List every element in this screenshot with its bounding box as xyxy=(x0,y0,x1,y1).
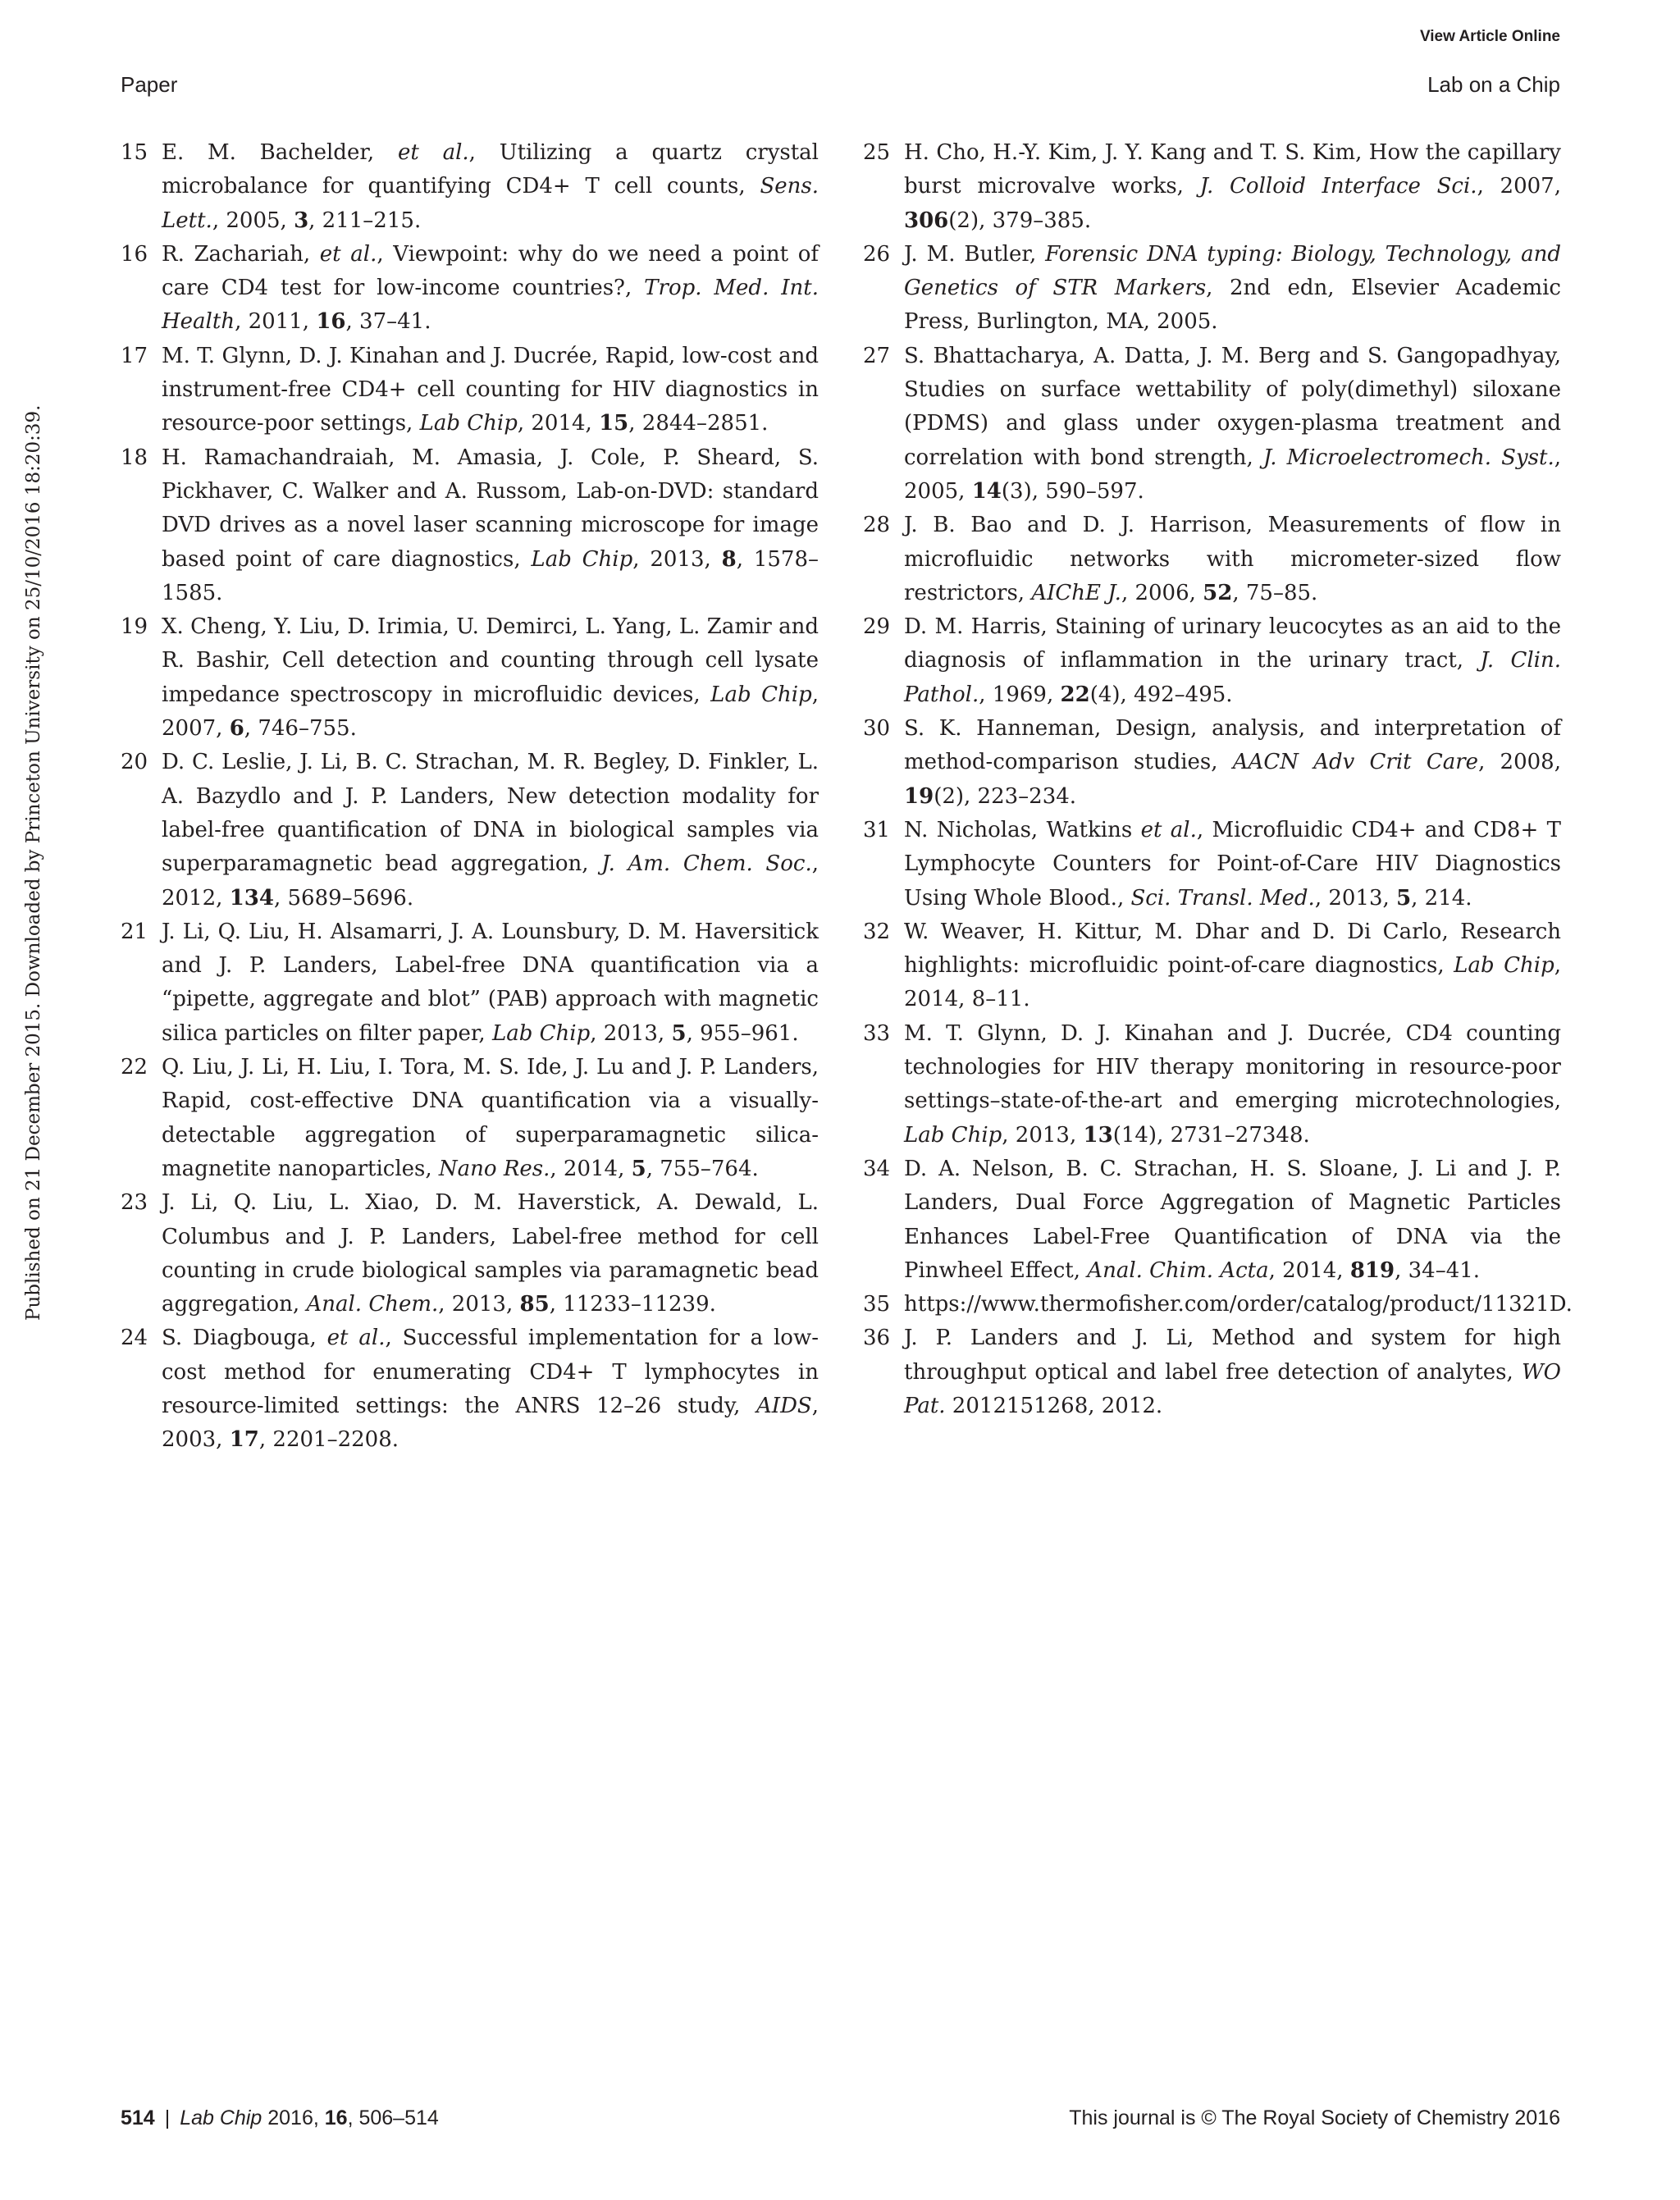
reference-number: 21 xyxy=(121,919,148,944)
reference-number: 29 xyxy=(863,614,891,640)
reference-item xyxy=(863,238,1561,340)
reference-text: S. Bhattacharya, A. Datta, J. M. Berg and S. Gangopadhyay, Studies on surface wettability of poly(dimethyl) siloxane (PDMS) and glass under oxygen-plasma treatment and correlation with bond strength, J. Microelectromech. Syst., 2005, 14(3), 590–597. xyxy=(904,343,1561,504)
reference-number: 25 xyxy=(863,140,891,165)
footer-citation xyxy=(121,2106,439,2130)
reference-item xyxy=(863,136,1561,238)
reference-item xyxy=(121,746,819,915)
reference-item xyxy=(863,1321,1561,1423)
reference-item xyxy=(863,610,1561,712)
reference-text: https://www.thermofisher.com/order/catalog/product/11321D. xyxy=(904,1292,1573,1317)
reference-text: J. M. Butler, Forensic DNA typing: Biology, Technology, and Genetics of STR Markers, 2nd edn, Elsevier Academic Press, Burlington, MA, 2005. xyxy=(904,241,1561,335)
reference-text: S. Diagbouga, et al., Successful implementation for a low-cost method for enumerating CD4+ T lymphocytes in resource-limited settings: the ANRS 12–26 study, AIDS, 2003, 17, 2201–2208. xyxy=(162,1326,819,1453)
reference-item xyxy=(863,814,1561,915)
reference-number: 20 xyxy=(121,750,148,775)
reference-item xyxy=(121,915,819,1051)
reference-item xyxy=(863,1152,1561,1288)
reference-number: 26 xyxy=(863,241,891,267)
reference-item xyxy=(863,509,1561,610)
reference-number: 18 xyxy=(121,445,148,470)
reference-item xyxy=(121,441,819,610)
view-article-online-link[interactable]: View Article Online xyxy=(1419,28,1560,45)
reference-text: W. Weaver, H. Kittur, M. Dhar and D. Di Carlo, Research highlights: microfluidic point-of-care diagnostics, Lab Chip, 2014, 8–11. xyxy=(904,919,1562,1012)
footer-volume: 16 xyxy=(324,2106,348,2129)
reference-item xyxy=(863,915,1561,1017)
reference-number: 17 xyxy=(121,343,148,368)
reference-text: X. Cheng, Y. Liu, D. Irimia, U. Demirci, L. Yang, L. Zamir and R. Bashir, Cell detection and counting through cell lysate impedance spectroscopy in microfluidic devices, Lab Chip, 2007, 6, 746–755. xyxy=(162,614,819,742)
reference-number: 34 xyxy=(863,1156,891,1181)
reference-number: 31 xyxy=(863,817,891,842)
reference-number: 35 xyxy=(863,1292,891,1317)
reference-text: J. B. Bao and D. J. Harrison, Measurements of flow in microfluidic networks with micrometer-sized flow restrictors, AIChE J., 2006, 52, 75–85. xyxy=(904,513,1561,605)
reference-text: D. C. Leslie, J. Li, B. C. Strachan, M. R. Begley, D. Finkler, L. A. Bazydlo and J. P. Landers, New detection modality for label-free quantification of DNA in biological samples via superparamagnetic bead aggregation, J. Am. Chem. Soc., 2012, 134, 5689–5696. xyxy=(162,750,819,911)
reference-number: 23 xyxy=(121,1190,148,1216)
reference-item xyxy=(121,1051,819,1186)
reference-text: R. Zachariah, et al., Viewpoint: why do we need a point of care CD4 test for low-income countries?, Trop. Med. Int. Health, 2011, 16, 37–41. xyxy=(162,241,819,335)
reference-text: H. Cho, H.-Y. Kim, J. Y. Kang and T. S. Kim, How the capillary burst microvalve works, J. Colloid Interface Sci., 2007, 306(2), 379–385. xyxy=(904,140,1561,233)
footer-page-number: 514 xyxy=(121,2106,155,2129)
footer-pages: , 506–514 xyxy=(347,2106,439,2129)
footer-copyright: This journal is © The Royal Society of Chemistry 2016 xyxy=(1069,2106,1560,2129)
reference-text: J. Li, Q. Liu, L. Xiao, D. M. Haverstick, A. Dewald, L. Columbus and J. P. Landers, Label-free method for cell counting in crude biological samples via paramagnetic bead aggregation, Anal. Chem., 2013, 85, 11233–11239. xyxy=(162,1190,819,1317)
reference-item xyxy=(121,238,819,340)
footer-journal: Lab Chip xyxy=(180,2106,262,2129)
publication-sidebar-note: Published on 21 December 2015. Downloaded by Princeton University on 25/10/2016 18:20:39. xyxy=(23,404,44,1321)
reference-item xyxy=(863,340,1561,509)
reference-item xyxy=(863,1017,1561,1152)
reference-item xyxy=(863,1288,1573,1321)
reference-text: Q. Liu, J. Li, H. Liu, I. Tora, M. S. Ide, J. Lu and J. P. Landers, Rapid, cost-effective DNA quantification via a visually-detectable aggregation of superparamagnetic silica-magnetite nanoparticles, Nano Res., 2014, 5, 755–764. xyxy=(162,1055,819,1181)
reference-number: 24 xyxy=(121,1326,148,1351)
reference-number: 30 xyxy=(863,716,891,742)
reference-text: E. M. Bachelder, et al., Utilizing a quartz crystal microbalance for quantifying CD4+ T cell counts, Sens. Lett., 2005, 3, 211–215. xyxy=(162,140,819,233)
header-journal-name: Lab on a Chip xyxy=(1427,72,1560,97)
reference-item xyxy=(121,340,819,441)
reference-item xyxy=(863,712,1561,814)
reference-text: J. Li, Q. Liu, H. Alsamarri, J. A. Lounsbury, D. M. Haversitick and J. P. Landers, Label-free DNA quantification via a “pipette, aggregate and blot” (PAB) approach with magnetic silica particles on filter paper, Lab Chip, 2013, 5, 955–961. xyxy=(162,919,819,1046)
reference-item xyxy=(121,1186,819,1321)
reference-text: J. P. Landers and J. Li, Method and system for high throughput optical and label free detection of analytes, WO Pat. 2012151268, 2012. xyxy=(904,1326,1561,1418)
reference-number: 16 xyxy=(121,241,148,267)
reference-number: 27 xyxy=(863,343,891,368)
reference-text: H. Ramachandraiah, M. Amasia, J. Cole, P. Sheard, S. Pickhaver, C. Walker and A. Russom, Lab-on-DVD: standard DVD drives as a novel laser scanning microscope for image based point of care diagnostics, Lab Chip, 2013, 8, 1578–1585. xyxy=(162,445,819,605)
references-column-right xyxy=(863,136,1573,1423)
reference-number: 28 xyxy=(863,513,891,538)
reference-number: 32 xyxy=(863,919,891,944)
header-section-label: Paper xyxy=(121,72,178,97)
reference-number: 15 xyxy=(121,140,148,165)
references-column-left xyxy=(121,136,819,1458)
reference-text: D. M. Harris, Staining of urinary leucocytes as an aid to the diagnosis of inflammation in the urinary tract, J. Clin. Pathol., 1969, 22(4), 492–495. xyxy=(904,614,1561,707)
reference-number: 19 xyxy=(121,614,148,640)
reference-text: M. T. Glynn, D. J. Kinahan and J. Ducrée, CD4 counting technologies for HIV therapy monitoring in resource-poor settings–state-of-the-art and emerging microtechnologies, Lab Chip, 2013, 13(14), 2731–27348. xyxy=(904,1020,1561,1148)
reference-number: 33 xyxy=(863,1020,891,1046)
reference-number: 36 xyxy=(863,1326,891,1351)
reference-text: N. Nicholas, Watkins et al., Microfluidic CD4+ and CD8+ T Lymphocyte Counters for Point-of-Care HIV Diagnostics Using Whole Blood., Sci. Transl. Med., 2013, 5, 214. xyxy=(904,817,1561,911)
reference-item xyxy=(121,610,819,746)
reference-item xyxy=(121,1321,819,1457)
reference-text: M. T. Glynn, D. J. Kinahan and J. Ducrée, Rapid, low-cost and instrument-free CD4+ cell counting for HIV diagnostics in resource-poor settings, Lab Chip, 2014, 15, 2844–2851. xyxy=(162,343,819,436)
reference-number: 22 xyxy=(121,1055,148,1080)
reference-item xyxy=(121,136,819,238)
reference-text: S. K. Hanneman, Design, analysis, and interpretation of method-comparison studies, AACN Adv Crit Care, 2008, 19(2), 223–234. xyxy=(904,716,1561,809)
reference-text: D. A. Nelson, B. C. Strachan, H. S. Sloane, J. Li and J. P. Landers, Dual Force Aggregation of Magnetic Particles Enhances Label-Free Quantification of DNA via the Pinwheel Effect, Anal. Chim. Acta, 2014, 819, 34–41. xyxy=(904,1156,1561,1283)
footer-separator: | xyxy=(164,2106,171,2129)
footer-year: 2016, xyxy=(267,2106,319,2129)
